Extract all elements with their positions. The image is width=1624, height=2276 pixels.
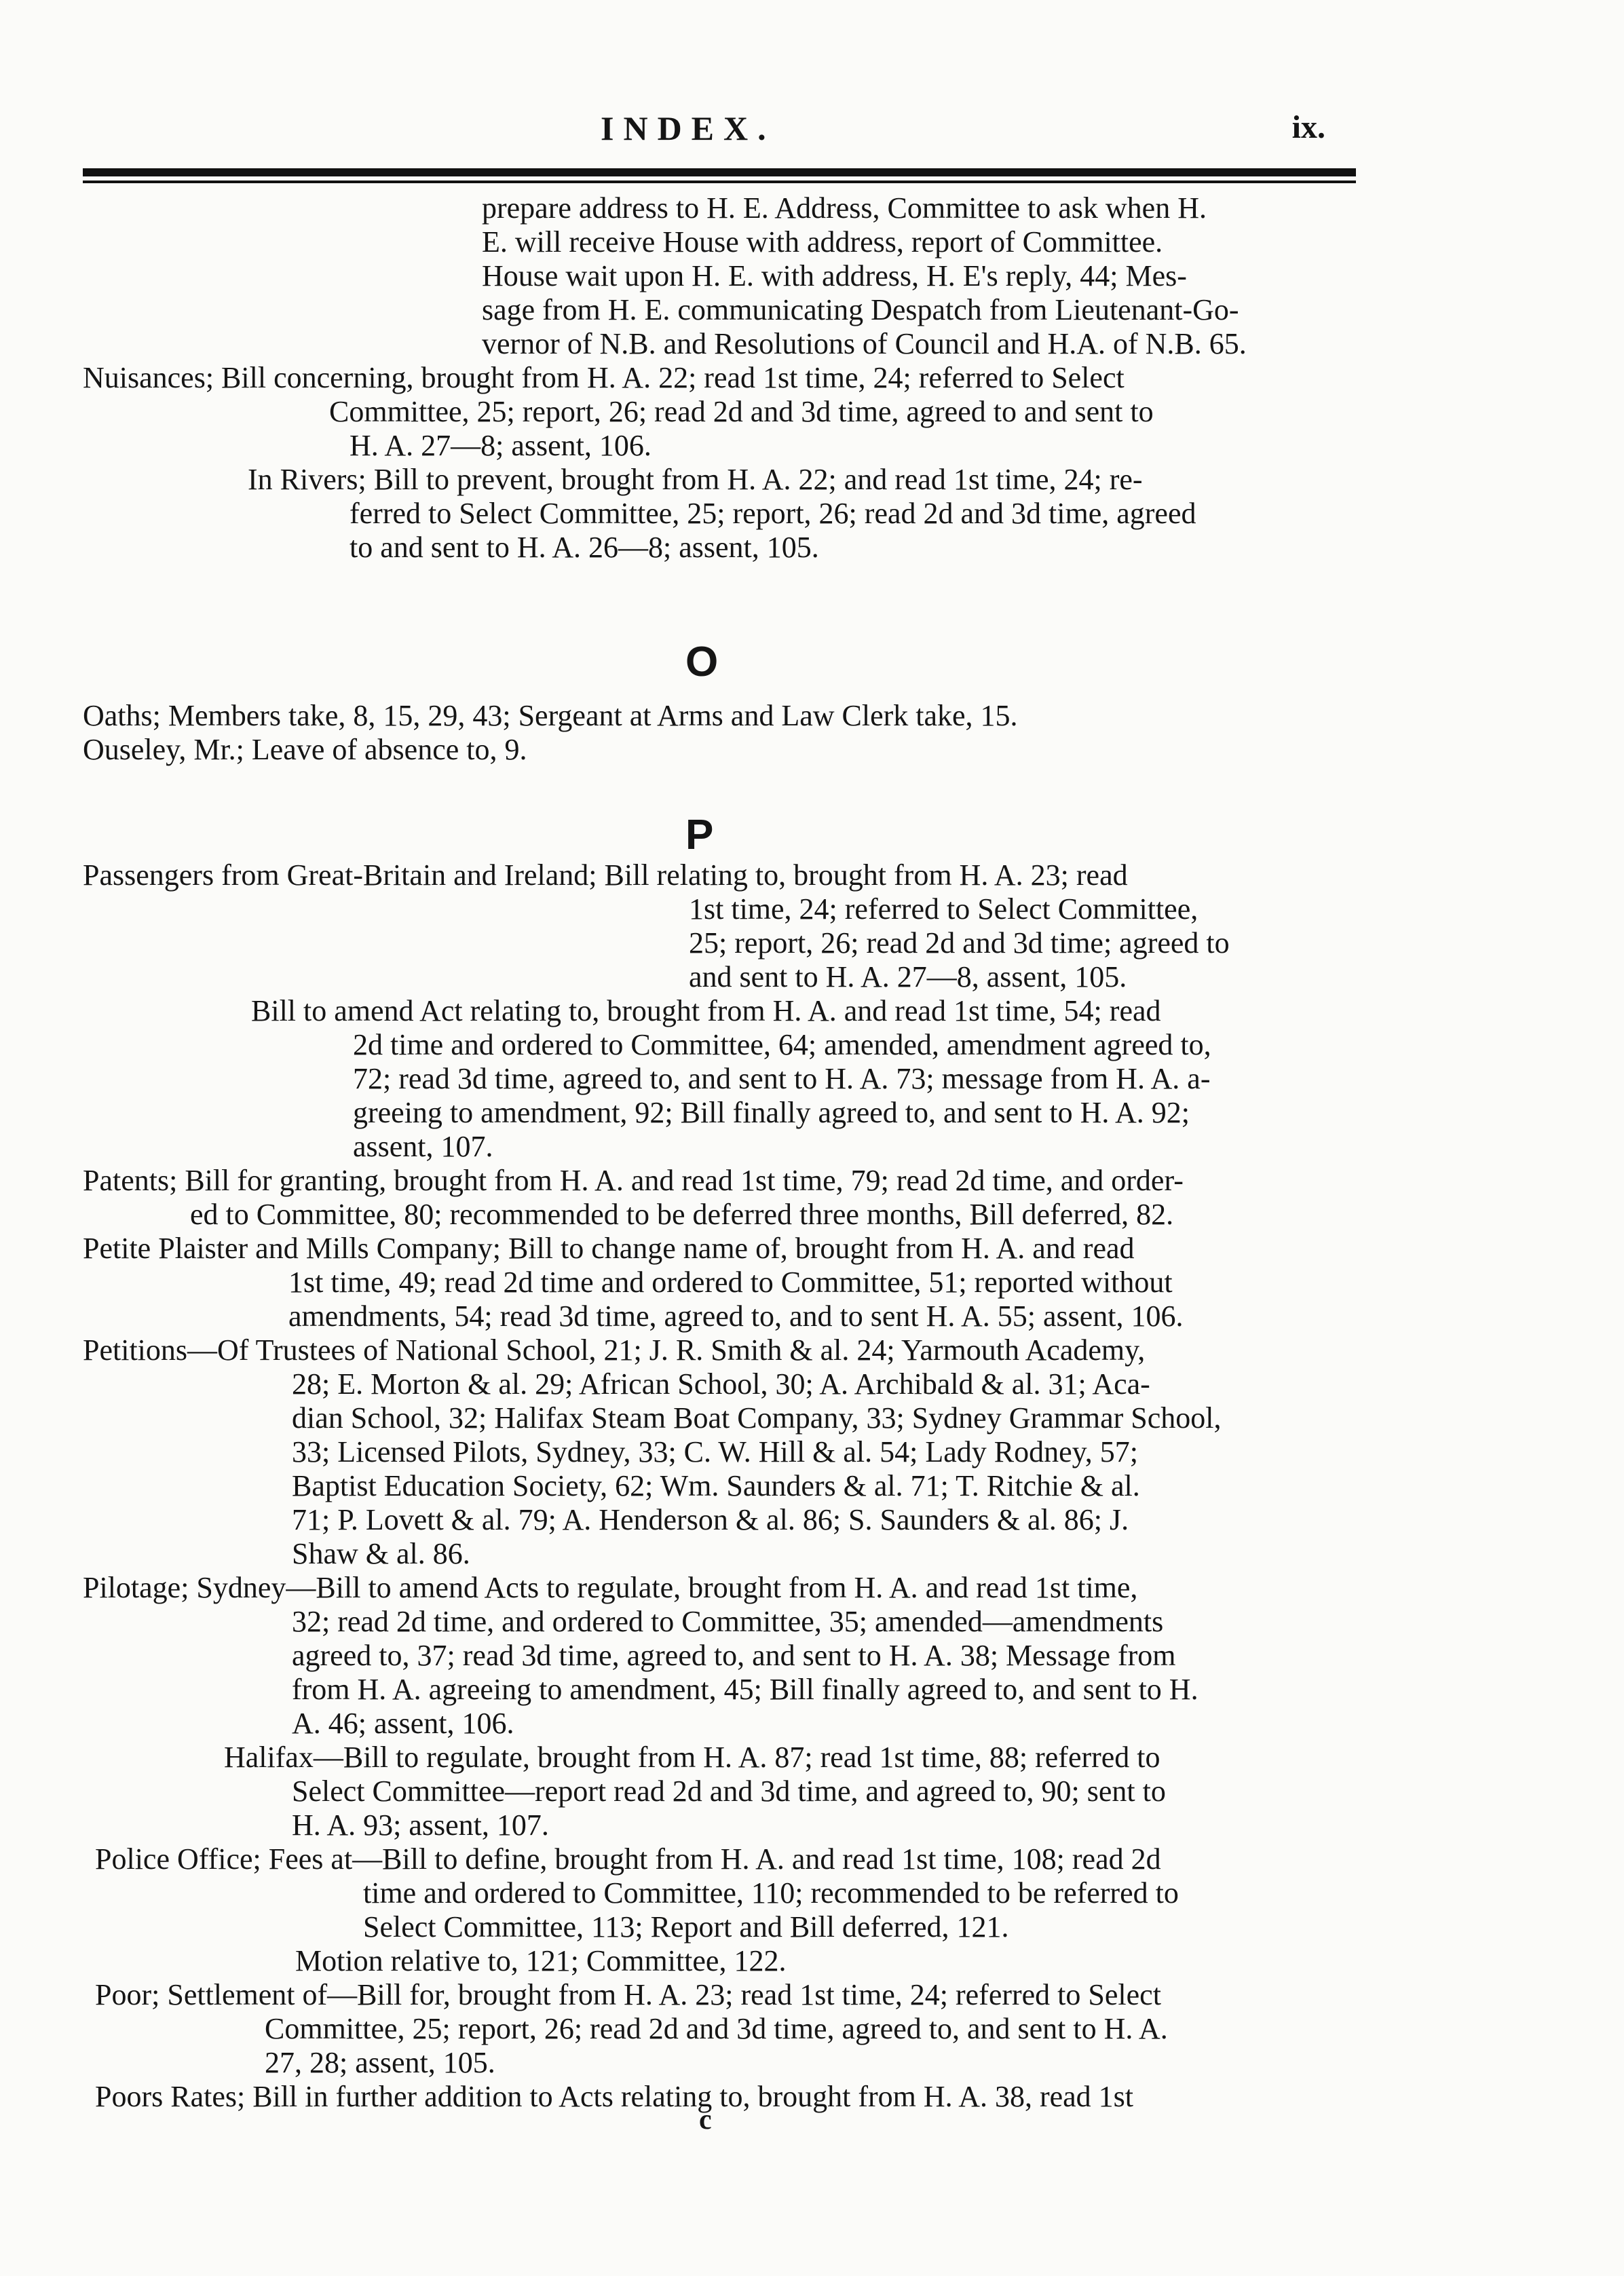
page-number: ix. (1291, 109, 1325, 145)
index-subentry-in-rivers: In Rivers; Bill to prevent, brought from H. A. 22; and read 1st time, 24; re- (248, 463, 1143, 496)
index-entry-passengers: Passengers from Great-Britain and Ireland; Bill relating to, brought from H. A. 23; read (83, 858, 1128, 892)
section-letter-o: O (685, 639, 719, 685)
index-line: amendments, 54; read 3d time, agreed to, and to sent H. A. 55; assent, 106. (288, 1300, 1184, 1333)
index-line: vernor of N.B. and Resolutions of Council and H.A. of N.B. 65. (482, 327, 1247, 360)
index-line: E. will receive House with address, report of Committee. (482, 225, 1163, 259)
index-entry-patents: Patents; Bill for granting, brought from H. A. and read 1st time, 79; read 2d time, and order- (83, 1164, 1184, 1197)
index-line: sage from H. E. communicating Despatch from Lieutenant-Go- (482, 293, 1239, 326)
index-entry-oaths: Oaths; Members take, 8, 15, 29, 43; Sergeant at Arms and Law Clerk take, 15. (83, 699, 1018, 732)
index-line: Baptist Education Society, 62; Wm. Saunders & al. 71; T. Ritchie & al. (292, 1469, 1140, 1502)
index-line: assent, 107. (353, 1130, 493, 1163)
index-entry-nuisances: Nuisances; Bill concerning, brought from H. A. 22; read 1st time, 24; referred to Select (83, 361, 1125, 394)
index-line: dian School, 32; Halifax Steam Boat Company, 33; Sydney Grammar School, (292, 1401, 1222, 1435)
index-line: and sent to H. A. 27—8, assent, 105. (689, 960, 1127, 993)
running-title: INDEX. (601, 109, 776, 147)
section-letter-p: P (685, 812, 714, 858)
index-line: 72; read 3d time, agreed to, and sent to H. A. 73; message from H. A. a- (353, 1062, 1211, 1095)
page-header (0, 109, 1624, 156)
index-line: House wait upon H. E. with address, H. E's reply, 44; Mes- (482, 259, 1187, 292)
index-line: to and sent to H. A. 26—8; assent, 105. (350, 531, 819, 564)
index-line: 25; report, 26; read 2d and 3d time; agreed to (689, 926, 1230, 960)
header-rule-thin (83, 181, 1356, 183)
index-entry-poors-rates: Poors Rates; Bill in further addition to Acts relating to, brought from H. A. 38, read 1st (95, 2080, 1134, 2113)
index-line: time and ordered to Committee, 110; recommended to be referred to (363, 1876, 1179, 1910)
index-line: 33; Licensed Pilots, Sydney, 33; C. W. Hill & al. 54; Lady Rodney, 57; (292, 1435, 1139, 1468)
index-entry-pilotage: Pilotage; Sydney—Bill to amend Acts to regulate, brought from H. A. and read 1st time, (83, 1571, 1138, 1604)
index-line: ed to Committee, 80; recommended to be deferred three months, Bill deferred, 82. (190, 1198, 1174, 1231)
index-line: Shaw & al. 86. (292, 1537, 470, 1570)
index-line: from H. A. agreeing to amendment, 45; Bill finally agreed to, and sent to H. (292, 1673, 1198, 1706)
index-line: agreed to, 37; read 3d time, agreed to, and sent to H. A. 38; Message from (292, 1639, 1176, 1672)
index-line: 32; read 2d time, and ordered to Committee, 35; amended—amendments (292, 1605, 1164, 1638)
index-entry-petitions: Petitions—Of Trustees of National School, 21; J. R. Smith & al. 24; Yarmouth Academy, (83, 1333, 1146, 1367)
index-line: H. A. 27—8; assent, 106. (350, 429, 652, 462)
index-line: Select Committee, 113; Report and Bill deferred, 121. (363, 1910, 1009, 1943)
index-subentry-halifax: Halifax—Bill to regulate, brought from H. A. 87; read 1st time, 88; referred to (224, 1741, 1160, 1774)
index-line: A. 46; assent, 106. (292, 1707, 514, 1740)
header-rule (83, 168, 1356, 176)
index-line: 1st time, 24; referred to Select Committee, (689, 892, 1198, 926)
index-line: H. A. 93; assent, 107. (292, 1808, 549, 1842)
index-line: 71; P. Lovett & al. 79; A. Henderson & al. 86; S. Saunders & al. 86; J. (292, 1503, 1129, 1536)
index-entry-petite-plaister: Petite Plaister and Mills Company; Bill to change name of, brought from H. A. and read (83, 1232, 1135, 1265)
index-entry-police-office: Police Office; Fees at—Bill to define, brought from H. A. and read 1st time, 108; read 2d (95, 1842, 1161, 1876)
index-entry-poor: Poor; Settlement of—Bill for, brought from H. A. 23; read 1st time, 24; referred to Select (95, 1978, 1161, 2011)
index-subentry-motion: Motion relative to, 121; Committee, 122. (295, 1944, 787, 1977)
index-line: Committee, 25; report, 26; read 2d and 3d time, agreed to, and sent to H. A. (265, 2012, 1168, 2045)
index-line: Select Committee—report read 2d and 3d time, and agreed to, 90; sent to (292, 1775, 1166, 1808)
index-subentry-bill-to-amend: Bill to amend Act relating to, brought from H. A. and read 1st time, 54; read (251, 994, 1161, 1027)
index-line: 1st time, 49; read 2d time and ordered to Committee, 51; reported without (288, 1266, 1173, 1299)
index-line: prepare address to H. E. Address, Committee to ask when H. (482, 191, 1207, 225)
index-line: 2d time and ordered to Committee, 64; amended, amendment agreed to, (353, 1028, 1211, 1061)
index-line: 28; E. Morton & al. 29; African School, 30; A. Archibald & al. 31; Aca- (292, 1367, 1150, 1401)
index-entry-ouseley: Ouseley, Mr.; Leave of absence to, 9. (83, 733, 527, 766)
index-line: ferred to Select Committee, 25; report, 26; read 2d and 3d time, agreed (350, 497, 1196, 530)
index-line: 27, 28; assent, 105. (265, 2046, 495, 2079)
index-line: Committee, 25; report, 26; read 2d and 3d time, agreed to and sent to (329, 395, 1154, 428)
signature-mark: c (699, 2104, 712, 2136)
index-line: greeing to amendment, 92; Bill finally agreed to, and sent to H. A. 92; (353, 1096, 1190, 1129)
